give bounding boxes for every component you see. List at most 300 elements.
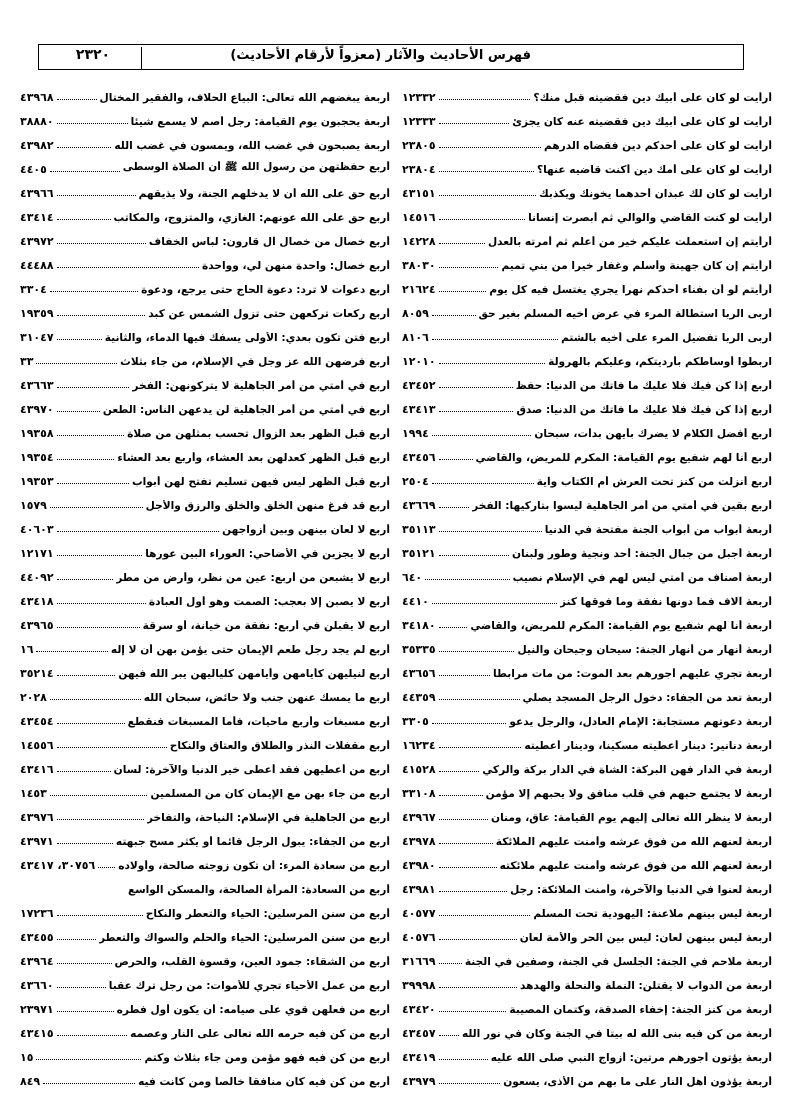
hadith-text: أربع لا يجزين في الأضاحي: العوراء البين عورها [145,548,390,560]
hadith-text: أربعة من الدواب لا يقتلن: النملة والنحلة والهدهد [520,980,772,992]
hadith-text: أربعة يؤذون أهل النار على ما بهم من الأذى، يسعون [503,1076,772,1088]
hadith-text: أربعة دعوتهم مستجابة: الإمام العادل، والرجل يدعو [509,716,772,728]
index-entry [20,944,390,968]
dot-leader [439,459,473,460]
dot-leader [36,363,117,364]
hadith-number: ٤٣٦٦٠ [20,979,54,992]
hadith-text: أربع حفظتهن من رسول الله ﷺ أن الصلاة الوسطى [122,161,390,173]
dot-leader [439,867,497,868]
hadith-number: ٤٣١٥١ [402,187,436,200]
hadith-number: ٣٤١٨٠ [402,619,436,632]
hadith-text: أربعة يحجبون يوم القيامة: رجل أصم لا يسمع شيئاً [130,116,390,128]
dot-leader [432,483,534,484]
dot-leader [57,771,111,772]
index-entry [20,80,390,104]
hadith-text: أربع من كن فيه حرمه الله تعالى على النار وعصمه [130,1028,390,1040]
index-entry [402,488,772,512]
index-entry [402,464,772,488]
hadith-text: أربى الربا استطالة المرء في عرض أخيه المسلم بغير حق [478,308,772,320]
hadith-text: أربعة تعد من الجفاء: دخول الرجل المسجد يصلي [522,692,772,704]
index-entry [402,272,772,296]
dot-leader [57,1011,114,1012]
index-entry [20,152,390,176]
hadith-text: أربع قبل الظهر ليس فيهن تسليم تفتح لهن أبواب [131,476,390,488]
hadith-text: أربع بقين في أمتي من أمر الجاهلية ليسوا بتاركيها: الفخر [472,500,772,512]
index-entry [20,368,390,392]
hadith-number: ٤٣٩٨٠ [402,859,436,872]
dot-leader [439,363,546,364]
index-entry [20,992,390,1016]
hadith-number: ٤٣٩٧٠ [20,403,54,416]
hadith-text: أربع خصال: واحدة منهن لي، وواحدة [201,260,390,272]
hadith-number: ٣١٦٦٩ [402,955,436,968]
hadith-text: أربع من الجاهلية في الإسلام: النياحة، والتفاخر [146,812,390,824]
index-entry [402,104,772,128]
index-entry [20,848,390,872]
hadith-number: ٤٣٤٥٦ [402,451,436,464]
dot-leader [439,243,485,244]
dot-leader [439,843,493,844]
hadith-number: ٨٠٥٩ [402,307,429,320]
hadith-number: ٤٠٦٠٣ [20,523,54,536]
hadith-text: أرأيت لو كان على أبيك دين فقضيته عنه كان يجزئ [512,116,772,128]
hadith-text: أرأيت لو كان على أمك دين أكنت قاضيه عنها؟ [536,164,772,176]
index-entry [20,752,390,776]
dot-leader [439,795,483,796]
dot-leader [432,723,507,724]
hadith-number: ٣٥١٢١ [402,547,436,560]
index-entry [402,392,772,416]
dot-leader [439,1035,459,1036]
index-column-left [20,80,390,1088]
index-entry [20,968,390,992]
dot-leader [439,939,517,940]
dot-leader [432,315,476,316]
dot-leader [57,555,143,556]
hadith-text: أربع من سنن المرسلين: الحياء والتعطر والنكاح [145,908,390,920]
hadith-text: أربعة من كن فيه بنى الله له بيتاً في الجنة وكان في نور الله [461,1028,772,1040]
dot-leader [439,963,462,964]
hadith-number: ١٤٢٢٨ [402,235,436,248]
hadith-text: أربع قبل الظهر بعد الزوال تحسب بمثلهن من صلاة [127,428,390,440]
dot-leader [425,579,510,580]
dot-leader [432,603,557,604]
hadith-text: أربع في أمتي من أمر الجاهلية لا يتركونهن: الفخر [132,380,390,392]
dot-leader [57,531,219,532]
hadith-number: ٤٣٤٥٤ [20,715,54,728]
hadith-text: أربع من سعادة المرء: أن تكون زوجته صالحة، وأولاده [118,860,390,872]
hadith-text: أربعة أصناف من أمتي ليس لهم في الإسلام نصيب [512,572,772,584]
index-entry [20,272,390,296]
hadith-number: ٢٠٢٨ [20,691,47,704]
dot-leader [439,531,542,532]
hadith-number: ٤٣٤١٣ [402,403,436,416]
index-entry [20,728,390,752]
hadith-text: أربع ما يمسك عنهن جنب ولا حائض، سبحان الله [143,692,390,704]
index-entry [402,128,772,152]
hadith-number: ٨١٠٦ [402,331,429,344]
dot-leader [50,699,141,700]
index-entry [402,656,772,680]
dot-leader [57,963,112,964]
hadith-number: ٤٣٩٧٨ [402,835,436,848]
dot-leader [439,915,531,916]
index-entry [20,608,390,632]
hadith-number: ٤٤٤٨٨ [20,259,54,272]
dot-leader [57,987,106,988]
dot-leader [57,459,115,460]
dot-leader [439,747,522,748]
hadith-number: ١٥٧٩ [20,499,47,512]
dot-leader [36,1059,141,1060]
index-entry [402,680,772,704]
dot-leader [439,147,541,148]
index-entry [20,104,390,128]
hadith-number: ٤٣٤١٨ [20,595,54,608]
dot-leader [439,267,499,268]
hadith-text: أربعة دنانير: دينار أعطيته مسكيناً، ودينار أعطيته [524,740,772,752]
hadith-number: ٣٣١٠٨ [402,787,436,800]
hadith-number: ٤٠٥٧٦ [402,931,436,944]
hadith-number: ٤٣٩٧١ [20,835,54,848]
hadith-text: أربع فرضهن الله عز وجل في الإسلام، من جاء بثلاث [120,356,390,368]
dot-leader [439,891,508,892]
hadith-text: أربعة لا ينظر الله تعالى إليهم يوم القيامة: عاق، ومنان [491,812,772,824]
hadith-number: ٤٣٦٦٩ [402,499,436,512]
index-entry [20,776,390,800]
hadith-number: ٤٣٩٦٤ [20,955,54,968]
dot-leader [57,387,130,388]
index-entry [20,1016,390,1040]
index-entry [402,776,772,800]
hadith-number: ٣٣٠٥ [402,715,429,728]
hadith-number: ٣٨٨٨٠ [20,115,54,128]
dot-leader [57,579,114,580]
index-entry [402,920,772,944]
hadith-text: أربع لا يصبن إلا بعجب: الصمت وهو أول العبادة [148,596,390,608]
dot-leader [439,387,513,388]
dot-leader [57,435,125,436]
dot-leader [57,843,113,844]
index-entry [20,656,390,680]
hadith-text: أربع قبل الظهر كعدلهن بعد العشاء، وأربع بعد العشاء [117,452,390,464]
index-entry [20,1064,390,1088]
index-entry [402,944,772,968]
index-entry [402,1016,772,1040]
hadith-number: ٤٤٠٩٢ [20,571,54,584]
hadith-text: أربعة يصبحون في غضب الله، ويمسون في غضب الله [114,140,390,152]
index-entry [20,536,390,560]
dot-leader [57,315,146,316]
dot-leader [57,483,129,484]
dot-leader [439,291,487,292]
hadith-number: ٤٣٩٨٢ [20,139,54,152]
hadith-text: أربع لنيليهن كأيامهن وأيامهن كلياليهن يبر الله فيهن [118,668,390,680]
hadith-number: ٣٠٧٥٦، ٤٣٤١٧ [20,859,96,872]
index-entry [20,824,390,848]
hadith-number: ٤٣٦٦٣ [20,379,54,392]
dot-leader [57,939,96,940]
index-entry [402,800,772,824]
dot-leader [439,987,517,988]
index-entry [402,1064,772,1088]
index-entry [20,680,390,704]
dot-leader [98,867,115,868]
hadith-number: ٤٣٤١٩ [402,1051,436,1064]
index-entry [402,824,772,848]
dot-leader [50,171,120,172]
hadith-text: أربع أنزلت من كنز تحت العرش أم الكتاب وآية [536,476,772,488]
dot-leader [439,699,520,700]
index-entry [402,704,772,728]
dot-leader [439,171,534,172]
index-entry [402,368,772,392]
hadith-text: أربعة في الدار فهن البركة: الشاة في الدار بركة والركي [482,764,772,776]
hadith-number: ٤٣٦٥٦ [402,667,436,680]
index-entry [20,872,390,896]
hadith-text: أربع ركعات تركعهن حتى تزول الشمس عن كبد [148,308,390,320]
hadith-number: ٣٥٣٣٥ [402,643,436,656]
dot-leader [57,267,199,268]
hadith-text: أربعة لعنهم الله من فوق عرشه وأمنت عليهم ملائكته [499,860,772,872]
dot-leader [57,243,146,244]
hadith-text: أربعة لا يجتمع حبهم في قلب منافق ولا يحبهم إلا مؤمن [485,788,772,800]
hadith-text: أربع من عمل الأحياء تجري للأموات: من رجل ترك عقباً [108,980,390,992]
hadith-number: ١٦ [20,643,34,656]
hadith-number: ٤٣٤٢٠ [402,1003,436,1016]
index-entry [402,536,772,560]
hadith-number: ١٢٣٣٣ [402,115,436,128]
hadith-text: أربع لا لعان بينهن وبين أزواجهن [222,524,390,536]
dot-leader [432,435,531,436]
hadith-text: أربعة أجبل من جبال الجنة: أحد ونجية وطور ولبنان [512,548,772,560]
hadith-text: أربع مسبغات وأربع ماحيات، فأما المسبغات فنقطع [127,716,390,728]
dot-leader [57,219,111,220]
hadith-text: أرأيت لو كان على أبيك دين فقضيته قبل منك؟ [533,92,772,104]
dot-leader [57,339,102,340]
dot-leader [57,675,116,676]
dot-leader [439,195,536,196]
hadith-number: ١٤٥٣ [20,787,47,800]
hadith-text: أربع قد فرغ منهن الخلق والخلق والرزق والأجل [145,500,390,512]
dot-leader [57,147,112,148]
hadith-number: ٤٣٤١٥ [20,1027,54,1040]
dot-leader [57,1035,128,1036]
hadith-number: ٤٣٩٨١ [402,883,436,896]
hadith-number: ٤٤٣٥٩ [402,691,436,704]
hadith-number: ١٢١٧١ [20,547,54,560]
dot-leader [439,651,515,652]
hadith-text: أربعة أبواب من أبواب الجنة مفتحة في الدنيا [544,524,772,536]
index-entry [20,800,390,824]
hadith-number: ١٢٣٣٢ [402,91,436,104]
index-entry [402,608,772,632]
page-header [38,44,744,70]
hadith-text: أربع من فعلهن قوي على صيامه: أن يكون أول فطره [116,1004,390,1016]
hadith-text: أربع من الجفاء: يبول الرجل قائماً أو يكثر مسح جبهته [115,836,390,848]
hadith-text: أربعة ملاحم في الجنة: الجلسل في الجنة، وصفين في الجنة [464,956,772,968]
index-entry [20,344,390,368]
hadith-text: أربع حق على الله عونهم: الغازي، والمتزوج، والمكاتب [113,212,390,224]
index-entry [402,248,772,272]
dot-leader [57,603,146,604]
hadith-text: أرأيت لو كان لك عبدان أحدهما يخونك ويكذبك [539,188,772,200]
dot-leader [439,555,509,556]
hadith-text: أربعة لعنهم الله من فوق عرشه وأمنت عليهم الملائكة [495,836,772,848]
hadith-text: أربع من جاء بهن مع الإيمان كان من المسلمين [150,788,390,800]
hadith-number: ٣٨٠٣٠ [402,259,436,272]
hadith-text: أربع من سنن المرسلين: الحياء والحلم والسواك والتعطر [98,932,390,944]
index-entry [402,1040,772,1064]
hadith-number: ٣٣ [20,355,34,368]
index-entry [20,296,390,320]
page-number: ٢٣٢٠ [45,47,142,69]
index-entry [20,704,390,728]
hadith-number: ٢٣٩٧١ [20,1003,54,1016]
index-entry [402,560,772,584]
hadith-number: ١٤٥١٦ [402,211,436,224]
dot-leader [439,99,531,100]
hadith-text: أربع إذا كن فيك فلا عليك ما فاتك من الدنيا: صدق [516,404,772,416]
hadith-number: ٤٣٩٦٦ [20,187,54,200]
hadith-text: أربع لا يشبعن من أربع: عين من نظر، وأرض من مطر [116,572,390,584]
index-entry [402,440,772,464]
hadith-text: أربع حق على الله أن لا يدخلهم الجنة، ولا يذيقهم [138,188,390,200]
hadith-number: ١٢٠١٠ [402,355,436,368]
index-entry [20,248,390,272]
hadith-text: أربع مقفلات النذر والطلاق والعتاق والنكاح [169,740,390,752]
index-entry [20,632,390,656]
index-entry [402,728,772,752]
hadith-number: ٣٥٢١٤ [20,667,54,680]
index-entry [20,560,390,584]
index-entry [402,320,772,344]
index-entry [20,488,390,512]
hadith-number: ٤٣٤١٤ [20,211,54,224]
index-entry [20,920,390,944]
hadith-number: ٤١٥٢٨ [402,763,436,776]
index-entry [402,584,772,608]
dot-leader [439,771,480,772]
dot-leader [432,339,558,340]
hadith-text: أرأيتم إن استعملت عليكم خير من أعلم ثم أمرته بالعدل [487,236,772,248]
dot-leader [36,651,107,652]
dot-leader [439,411,514,412]
hadith-text: أرأيتم لو أن بفناء أحدكم نهراً يجري يغتسل فيه كل يوم [489,284,772,296]
dot-leader [439,219,526,220]
page-title: فهرس الأحاديث والآثار (معزواً لأرقام الأحاديث) [230,48,531,63]
hadith-number: ٤٣٩٧٩ [402,1075,436,1088]
index-entry [20,416,390,440]
index-entry [20,128,390,152]
hadith-number: ٢٣٨٠٤ [402,163,436,176]
index-entry [402,848,772,872]
hadith-text: أربعة أنهار من أنهار الجنة: سيحان وجيحان والنيل [517,644,772,656]
hadith-text: أربع فتن تكون بعدي: الأولى يسفك فيها الدماء، والثانية [104,332,390,344]
hadith-number: ٤٣٩٦٥ [20,619,54,632]
hadith-text: أربع من كن فيه فهو مؤمن ومن جاء بثلاث وكتم [144,1052,390,1064]
index-entry [20,440,390,464]
hadith-number: ١٩٣٥٨ [20,427,54,440]
dot-leader [439,819,488,820]
hadith-number: ١٩٩٤ [402,427,429,440]
index-entry [20,176,390,200]
hadith-number: ٤٤١٠ [402,595,429,608]
hadith-number: ٤٣٩٧٦ [20,811,54,824]
hadith-text: أربع أنا لهم شفيع يوم القيامة: المكرم للمريض، والقاضي [475,452,772,464]
index-entry [20,1040,390,1064]
hadith-number: ١٧٢٣٦ [20,907,54,920]
dot-leader [57,723,125,724]
dot-leader [43,1083,135,1084]
hadith-number: ٣١٠٤٧ [20,331,54,344]
hadith-number: ٤٣٤١٦ [20,763,54,776]
hadith-text: أربع من السعادة: المرأة الصالحة، والمسكن الواسع [127,884,390,896]
index-entry [20,200,390,224]
hadith-number: ٣٣٠٤ [20,283,47,296]
hadith-text: أربع لم يجد رجل طعم الإيمان حتى يؤمن بهن أن لا إله [110,644,390,656]
hadith-text: أربع إذا كن فيك فلا عليك ما فاتك من الدنيا: حفظ [515,380,772,392]
hadith-number: ٣٥١١٣ [402,523,436,536]
index-entry [402,872,772,896]
dot-leader [439,675,490,676]
dot-leader [57,99,97,100]
hadith-text: أربعة آلاف فما دونها نفقة وما فوقها كنز [559,596,772,608]
hadith-number: ٢٣٨٠٥ [402,139,436,152]
hadith-text: أربع من الشقاء: جمود العين، وقسوة القلب، والحرص [114,956,390,968]
index-entry [402,224,772,248]
hadith-number: ٤٤٠٥ [20,163,47,176]
hadith-text: أربع من كن فيه كان منافقاً خالصاً ومن كانت فيه [138,1076,390,1088]
hadith-text: أربعة يبغضهم الله تعالى: البياع الحلاف، والفقير المختال [99,92,390,104]
dot-leader [50,507,143,508]
index-entry [402,152,772,176]
hadith-text: أربى الربا تفضيل المرء على أخيه بالشتم [561,332,772,344]
hadith-text: أربعة أنا لهم شفيع يوم القيامة: المكرم للمريض، والقاضي [470,620,772,632]
hadith-text: أربعة يؤتون أجورهم مرتين: أزواج النبي صلى الله عليه [490,1052,772,1064]
index-entry [402,992,772,1016]
hadith-number: ٢١٦٢٤ [402,283,436,296]
hadith-number: ٤٣٩٦٧ [402,811,436,824]
index-entry [402,200,772,224]
hadith-text: أربعة لعنوا في الدنيا والآخرة، وأمنت الملائكة: رجل [510,884,772,896]
hadith-text: أربعة ليس بينهن لعان: ليس بين الحر والأمة لعان [519,932,772,944]
index-entry [402,752,772,776]
hadith-text: أربع في أمتي من أمر الجاهلية لن يدعهن الناس: الطعن [102,404,390,416]
dot-leader [50,795,148,796]
hadith-text: أربعة تجري عليهم أجورهم بعد الموت: من مات مرابطاً [492,668,772,680]
hadith-text: أربع أفضل الكلام لا يضرك بأيهن بدأت، سبحان [534,428,772,440]
index-entry [402,176,772,200]
hadith-text: أرأيت لو كان على أحدكم دين فقضاه الدرهم [544,140,772,152]
dot-leader [439,627,468,628]
hadith-text: أربعة من كنز الجنة: إخفاء الصدقة، وكتمان المصيبة [509,1004,772,1016]
hadith-number: ٢٥٠٤ [402,475,429,488]
hadith-number: ٦٤٠ [402,571,423,584]
index-entry [20,896,390,920]
hadith-number: ١٦٢٣٤ [402,739,436,752]
hadith-text: أربع دعوات لا ترد: دعوة الحاج حتى يرجع، ودعوة [141,284,390,296]
dot-leader [439,1083,501,1084]
dot-leader [439,123,510,124]
hadith-text: أرأيت لو كنت القاضي والوالي ثم أبصرت إنساناً [528,212,772,224]
index-entry [20,224,390,248]
index-entry [20,392,390,416]
hadith-text: أرأيتم إن كان جهينة وأسلم وغفار خيراً من بني تميم [501,260,772,272]
index-entry [402,296,772,320]
index-entry [402,632,772,656]
hadith-text: أربع من أعطيهن فقد أعطى خير الدنيا والآخرة: لسان [113,764,390,776]
